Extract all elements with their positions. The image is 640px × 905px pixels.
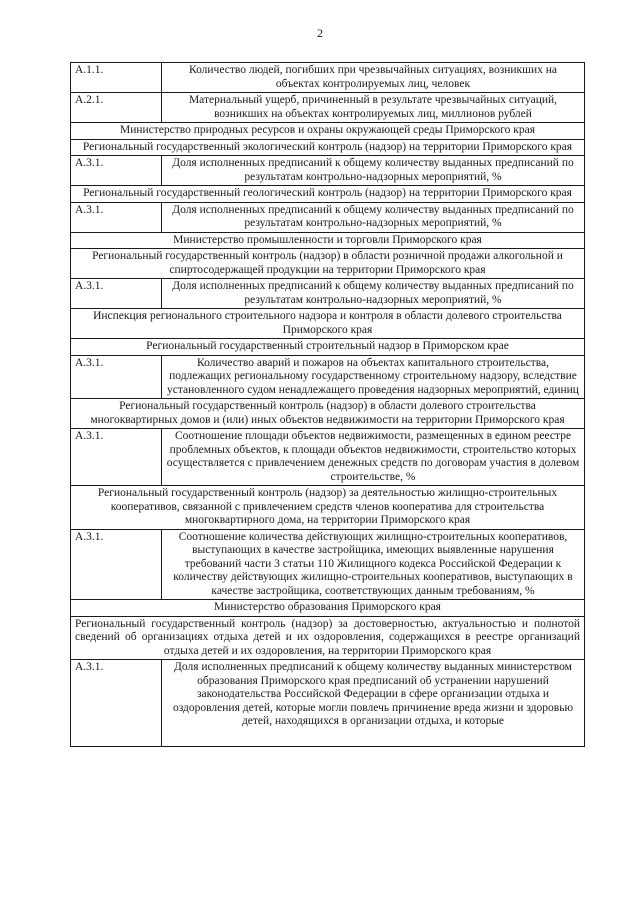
section-heading: Региональный государственный геологический контроль (надзор) на территории Приморского края [71, 186, 585, 203]
section-heading: Региональный государственный контроль (надзор) за деятельностью жилищно-строительных кооперативов, связанной с привлечением средств членов кооператива для строительства многоквартирного дома, на территории Приморского края [71, 486, 585, 530]
table-row [71, 355, 585, 399]
section-heading-row [71, 339, 585, 356]
section-heading-row [71, 186, 585, 203]
table-row [71, 202, 585, 232]
section-heading: Инспекция регионального строительного надзора и контроля в области долевого строительства Приморского края [71, 309, 585, 339]
indicator-description: Количество людей, погибших при чрезвычайных ситуациях, возникших на объектах контролируемых лиц, человек [162, 63, 585, 93]
indicator-description: Доля исполненных предписаний к общему количеству выданных предписаний по результатам контрольно-надзорных мероприятий, % [162, 156, 585, 186]
indicator-code: А.3.1. [71, 529, 162, 600]
indicator-code: А.3.1. [71, 156, 162, 186]
section-heading-row [71, 123, 585, 140]
indicator-description-cell [162, 660, 585, 747]
table-row [71, 529, 585, 600]
table-row [71, 660, 585, 747]
indicator-description: Соотношение площади объектов недвижимости, размещенных в едином реестре проблемных объектов, к площади объектов недвижимости, строительство которых осуществляется с привлечением денежных средств по договорам участия в долевом строительстве, % [162, 429, 585, 486]
section-heading: Министерство промышленности и торговли Приморского края [71, 232, 585, 249]
indicator-code: А.3.1. [71, 355, 162, 399]
table-row [71, 156, 585, 186]
table-row [71, 429, 585, 486]
indicator-code: А.3.1. [71, 279, 162, 309]
indicator-code: А.3.1. [71, 660, 162, 747]
indicator-description: Доля исполненных предписаний к общему количеству выданных предписаний по результатам контрольно-надзорных мероприятий, % [162, 279, 585, 309]
section-heading-row [71, 309, 585, 339]
section-heading: Региональный государственный контроль (надзор) в области розничной продажи алкогольной и спиртосодержащей продукции на территории Приморского края [71, 249, 585, 279]
section-heading-row [71, 486, 585, 530]
section-heading: Министерство природных ресурсов и охраны окружающей среды Приморского края [71, 123, 585, 140]
indicator-code: А.3.1. [71, 202, 162, 232]
section-heading: Региональный государственный контроль (надзор) за достоверностью, актуальностью и полнотой сведений об организациях отдыха детей и их оздоровления, содержащихся в реестре организаций отдыха детей и их оздоровления, на территории Приморского края [71, 616, 585, 660]
indicator-description: Доля исполненных предписаний к общему количеству выданных министерством образования Приморского края предписаний об устранении нарушений законодательства Российской Федерации в сфере организации отдыха и оздоровления детей, которые могли повлечь причинение вреда жизни и здоровью детей, находящихся в организации отдыха, и которые [172, 661, 574, 727]
indicator-description: Соотношение количества действующих жилищно-строительных кооперативов, выступающих в качестве застройщика, имеющих выявленные нарушения требований части 3 статьи 110 Жилищного кодекса Российской Федерации к количеству действующих жилищно-строительных кооперативов, выступающих в качестве застройщика, соответствующих данным требованиям, % [162, 529, 585, 600]
indicator-code: А.2.1. [71, 93, 162, 123]
indicator-code: А.3.1. [71, 429, 162, 486]
section-heading-row [71, 232, 585, 249]
section-heading: Региональный государственный экологический контроль (надзор) на территории Приморского края [71, 139, 585, 156]
indicator-description: Материальный ущерб, причиненный в результате чрезвычайных ситуаций, возникших на объектах контролируемых лиц, миллионов рублей [162, 93, 585, 123]
table-row [71, 279, 585, 309]
indicator-code: А.1.1. [71, 63, 162, 93]
section-heading-row [71, 616, 585, 660]
section-heading-row [71, 139, 585, 156]
section-heading-row [71, 399, 585, 429]
section-heading: Региональный государственный контроль (надзор) в области долевого строительства многоквартирных домов и (или) иных объектов недвижимости на территории Приморского края [71, 399, 585, 429]
table-row [71, 63, 585, 93]
section-heading: Региональный государственный строительный надзор в Приморском крае [71, 339, 585, 356]
section-heading: Министерство образования Приморского края [71, 600, 585, 617]
page-number: 2 [317, 26, 323, 40]
table-row [71, 93, 585, 123]
indicator-description: Количество аварий и пожаров на объектах капитального строительства, подлежащих региональному государственному строительному надзору, вследствие установленного судом ненадлежащего проведения надзорных мероприятий, единиц [162, 355, 585, 399]
indicators-table [70, 62, 585, 747]
section-heading-row [71, 600, 585, 617]
indicator-description: Доля исполненных предписаний к общему количеству выданных предписаний по результатам контрольно-надзорных мероприятий, % [162, 202, 585, 232]
section-heading-row [71, 249, 585, 279]
